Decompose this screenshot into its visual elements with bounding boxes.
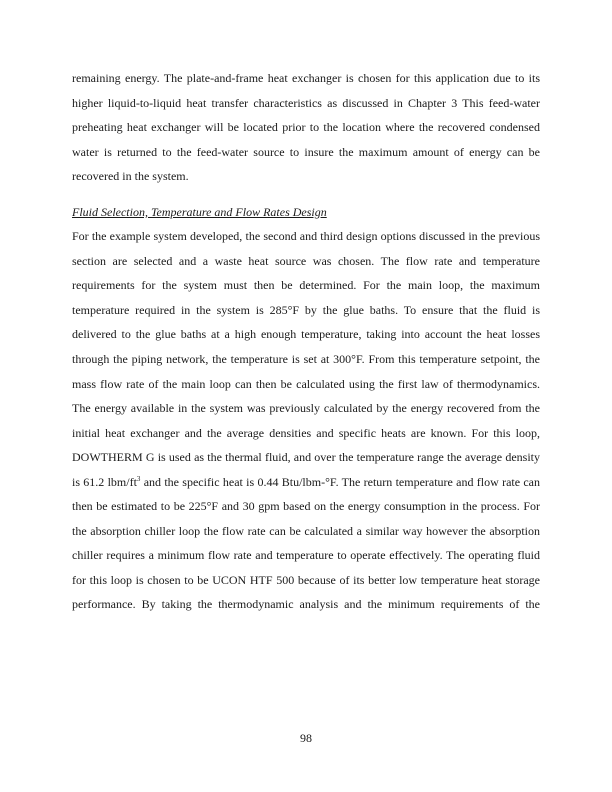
- text-line: through the piping network, the temperature is set at 300°F. From this temperature setpoint, the: [72, 352, 540, 367]
- text-line: performance. By taking the thermodynamic analysis and the minimum requirements of the: [72, 597, 540, 612]
- density-text-start: is 61.2 lbm/ft: [72, 474, 137, 489]
- text-line: DOWTHERM G is used as the thermal fluid, and over the temperature range the average density: [72, 450, 540, 465]
- text-line: the absorption chiller loop the flow rate can be calculated a similar way however the absorption: [72, 523, 540, 538]
- text-line: recovered in the system.: [72, 169, 189, 184]
- section-heading: Fluid Selection, Temperature and Flow Rates Design: [72, 204, 327, 219]
- text-line: preheating heat exchanger will be located prior to the location where the recovered condensed: [72, 120, 540, 135]
- paragraph-1: [72, 66, 540, 189]
- text-line: section are selected and a waste heat source was chosen. The flow rate and temperature: [72, 253, 540, 268]
- text-line: The energy available in the system was previously calculated by the energy recovered from the: [72, 401, 540, 416]
- text-line: higher liquid-to-liquid heat transfer characteristics as discussed in Chapter 3 This feed-water: [72, 95, 540, 110]
- superscript-exponent: 3: [136, 474, 141, 483]
- text-line: For the example system developed, the second and third design options discussed in the previous: [72, 229, 540, 244]
- text-line: then be estimated to be 225°F and 30 gpm based on the energy consumption in the process. For: [72, 499, 540, 514]
- text-line-density: [72, 470, 540, 495]
- text-line: delivered to the glue baths at a high enough temperature, taking into account the heat losses: [72, 327, 540, 342]
- text-line: temperature required in the system is 285°F by the glue baths. To ensure that the fluid is: [72, 302, 540, 317]
- text-line: chiller requires a minimum flow rate and temperature to operate effectively. The operating fluid: [72, 548, 540, 563]
- text-line: requirements for the system must then be determined. For the main loop, the maximum: [72, 278, 540, 293]
- paragraph-2: [72, 224, 540, 617]
- text-line: mass flow rate of the main loop can then be calculated using the first law of thermodynamics.: [72, 376, 540, 391]
- text-line: water is returned to the feed-water source to insure the maximum amount of energy can be: [72, 144, 540, 159]
- page-body: [72, 66, 540, 617]
- text-line: initial heat exchanger and the average densities and specific heats are known. For this loop,: [72, 425, 540, 440]
- text-line: for this loop is chosen to be UCON HTF 500 because of its better low temperature heat storage: [72, 572, 540, 587]
- density-text-end: and the specific heat is 0.44 Btu/lbm-°F. The return temperature and flow rate can: [140, 474, 540, 489]
- page-number: 98: [300, 731, 312, 745]
- text-line: remaining energy. The plate-and-frame heat exchanger is chosen for this application due to its: [72, 71, 540, 85]
